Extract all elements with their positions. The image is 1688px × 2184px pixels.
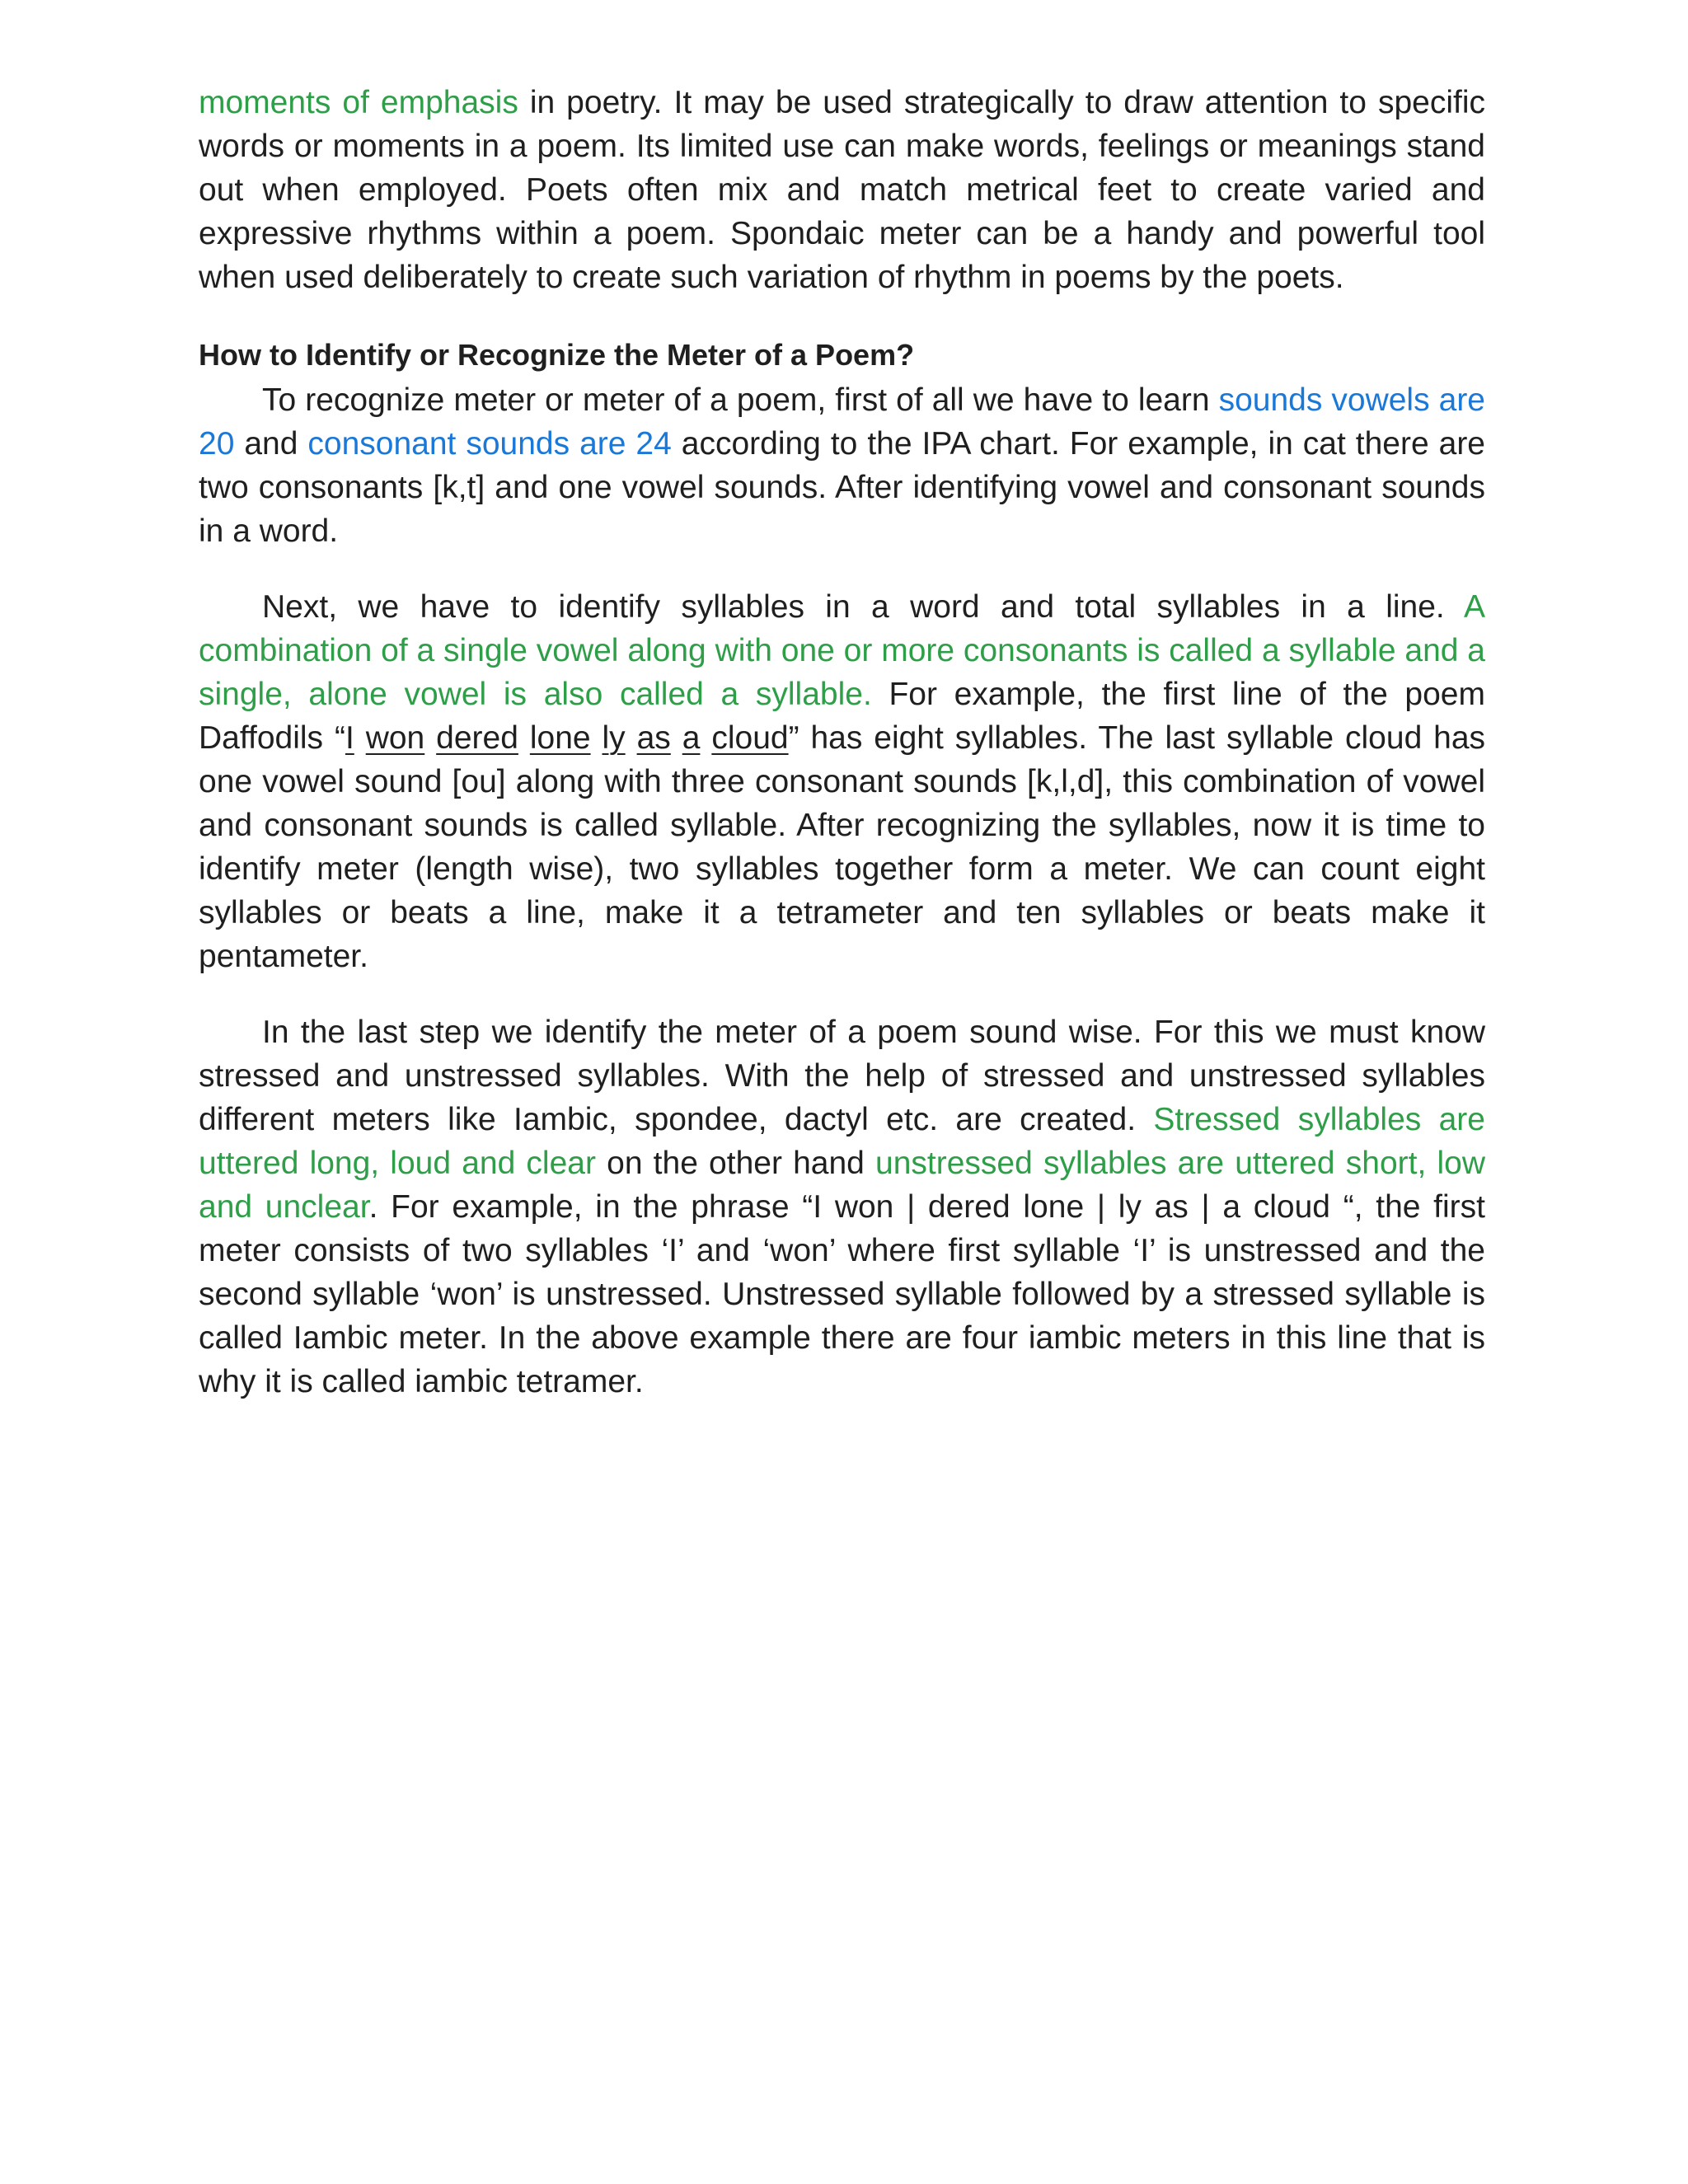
step3-text-2: on the other hand: [595, 1146, 876, 1181]
step1-text-1: To recognize meter or meter of a poem, first of all we have to learn: [262, 382, 1219, 418]
syllable-word: won: [365, 720, 425, 756]
intro-paragraph: [199, 81, 1485, 299]
step2-paragraph: [199, 585, 1485, 978]
syllable-word: ly: [602, 720, 626, 756]
step2-text-3: ” has eight syllables. The last syllable cloud has one vowel sound [ou] along with three consonant sounds [k,l,d], this combination of vowel and consonant sounds is called syllable. After recognizing the syllables, now it is time to identify meter (length wise), two syllables together form a meter. We can count eight syllables or beats a line, make it a tetrameter and ten syllables or beats make it pentameter.: [199, 720, 1486, 974]
syllable-word: I: [345, 720, 354, 756]
vowel-sounds-link[interactable]: sounds vowels are 20: [199, 382, 1485, 462]
syllable-word: a: [682, 720, 701, 756]
stressed-highlight: Stressed syllables are uttered long, loud and clear: [199, 1102, 1485, 1181]
syllable-word: lone: [529, 720, 591, 756]
syllable-definition-highlight: A combination of a single vowel along with one or more consonants is called a syllable and a single, alone vowel is also called a syllable.: [199, 589, 1485, 712]
step3-text-1: In the last step we identify the meter of a poem sound wise. For this we must know stressed and unstressed syllables. With the help of stressed and unstressed syllables different meters like Iambic, spondee, dactyl etc. are created.: [199, 1015, 1485, 1137]
syllable-word: cloud: [711, 720, 789, 756]
step3-text-3: . For example, in the phrase “I won | dered lone | ly as | a cloud “, the first meter consists of two syllables ‘I’ and ‘won’ where first syllable ‘I’ is unstressed and the second syllable ‘won’ is unstressed. Unstressed syllable followed by a stressed syllable is called Iambic meter. In the above example there are four iambic meters in this line that is why it is called iambic tetramer.: [199, 1189, 1486, 1399]
step1-text-3: according to the IPA chart. For example, in cat there are two consonants [k,t] and one vowel sounds. After identifying vowel and consonant sounds in a word.: [199, 426, 1485, 549]
syllable-word: as: [636, 720, 671, 756]
step2-text-2: For example, the first line of the poem Daffodils “: [199, 677, 1485, 756]
emphasis-highlight: moments of emphasis: [199, 85, 518, 120]
syllable-word: dered: [436, 720, 518, 756]
step3-paragraph: [199, 1010, 1485, 1404]
step1-paragraph: [199, 378, 1485, 553]
consonant-sounds-link[interactable]: consonant sounds are 24: [307, 426, 672, 462]
document-page: [199, 81, 1485, 1404]
intro-text: in poetry. It may be used strategically to draw attention to specific words or moments in a poem. Its limited use can make words, feelings or meanings stand out when employed. Poets often mix and match metrical feet to create varied and expressive rhythms within a poem. Spondaic meter can be a handy and powerful tool when used deliberately to create such variation of rhythm in poems by the poets.: [199, 85, 1485, 295]
step2-text-1: Next, we have to identify syllables in a word and total syllables in a line.: [262, 589, 1464, 625]
section-heading: How to Identify or Recognize the Meter of a Poem?: [199, 338, 915, 372]
unstressed-highlight: unstressed syllables are uttered short, low and unclear: [199, 1146, 1485, 1225]
step1-text-2: and: [234, 426, 308, 462]
